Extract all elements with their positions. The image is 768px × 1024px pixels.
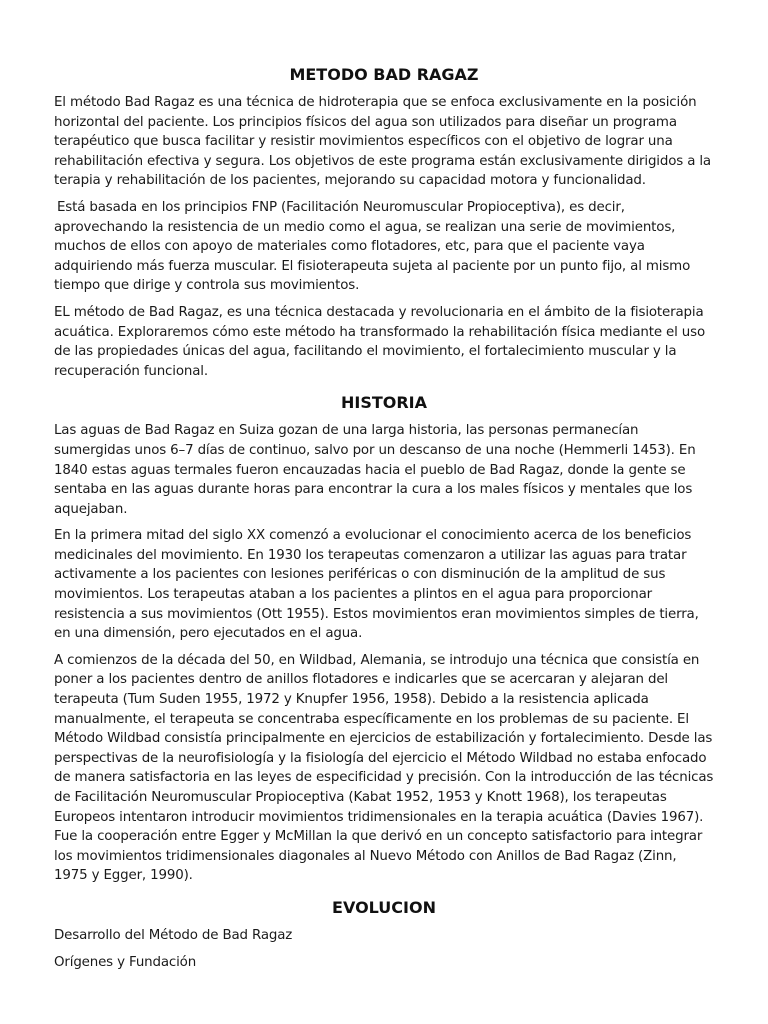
paragraph-evolucion-1: Desarrollo del Método de Bad Ragaz [54,927,293,943]
paragraph-historia-1: Las aguas de Bad Ragaz en Suiza gozan de una larga historia, las personas permanecían sumergidas unos 6–7 días de continuo, salvo por un descanso de una noche (Hemmerli 1453). En 1840 estas aguas termales fueron encauzadas hacia el pueblo de Bad Ragaz, donde la gente se sentaba en las aguas durante horas para encontrar la cura a los males físicos y mentales que los aquejaban. [54,423,696,517]
paragraph-intro-1: El método Bad Ragaz es una técnica de hidroterapia que se enfoca exclusivamente en la posición horizontal del paciente. Los principios físicos del agua son utilizados para diseñar un programa terapéutico que busca facilitar y resistir movimientos específicos con el objetivo de lograr una rehabilitación efectiva y segura. Los objetivos de este programa están exclusivamente dirigidos a la terapia y rehabilitación de los pacientes, mejorando su capacidad motora y funcionalidad. [54,95,711,189]
paragraph-intro-3: EL método de Bad Ragaz, es una técnica destacada y revolucionaria en el ámbito de la fisioterapia acuática. Exploraremos cómo este método ha transformado la rehabilitación física mediante el uso de las propiedades únicas del agua, facilitando el movimiento, el fortalecimiento muscular y la recuperación funcional. [54,304,705,379]
section-heading-metodo: METODO BAD RAGAZ [289,65,479,84]
paragraph-historia-2: En la primera mitad del siglo XX comenzó a evolucionar el conocimiento acerca de los beneficios medicinales del movimiento. En 1930 los terapeutas comenzaron a utilizar las aguas para tratar activamente a los pacientes con lesiones periféricas o con disminución de la amplitud de sus movimientos. Los terapeutas ataban a los pacientes a plintos en el agua para proporcionar resistencia a sus movimientos (Ott 1955). Estos movimientos eran movimientos simples de tierra, en una dimensión, pero ejecutados en el agua. [54,528,699,642]
section-heading-evolucion: EVOLUCION [332,897,436,917]
paragraph-historia-3: A comienzos de la década del 50, en Wildbad, Alemania, se introdujo una técnica que consistía en poner a los pacientes dentro de anillos flotadores e indicarles que se acercaran y alejaran del terapeuta (Tum Suden 1955, 1972 y Knupfer 1956, 1958). Debido a la resistencia aplicada manualmente, el terapeuta se concentraba específicamente en los problemas de su paciente. El Método Wildbad consistía principalmente en ejercicios de estabilización y fortalecimiento. Desde las perspectivas de la neurofisiología y la fisiología del ejercicio el Método Wildbad no estaba enfocado de manera satisfactoria en las leyes de especificidad y precisión. Con la introducción de las técnicas de Facilitación Neuromuscular Propioceptiva (Kabat 1952, 1953 y Knott 1968), los terapeutas Europeos intentaron introducir movimientos tridimensionales en la terapia acuática (Davies 1967). Fue la cooperación entre Egger y McMillan la que derivó en un concepto satisfactorio para integrar los movimientos tridimensionales diagonales al Nuevo Método con Anillos de Bad Ragaz (Zinn, 1975 y Egger, 1990). [54,652,714,884]
section-heading-historia: HISTORIA [340,393,428,413]
paragraph-evolucion-2: Orígenes y Fundación [54,954,197,970]
paragraph-intro-2: Está basada en los principios FNP (Facilitación Neuromuscular Propioceptiva), es decir, aprovechando la resistencia de un medio como el agua, se realizan una serie de movimientos, muchos de ellos con apoyo de materiales como flotadores, etc, para que el paciente vaya adquiriendo más fuerza muscular. El fisioterapeuta sujeta al paciente por un punto fijo, al mismo tiempo que dirige y controla sus movimientos. [54,199,691,294]
